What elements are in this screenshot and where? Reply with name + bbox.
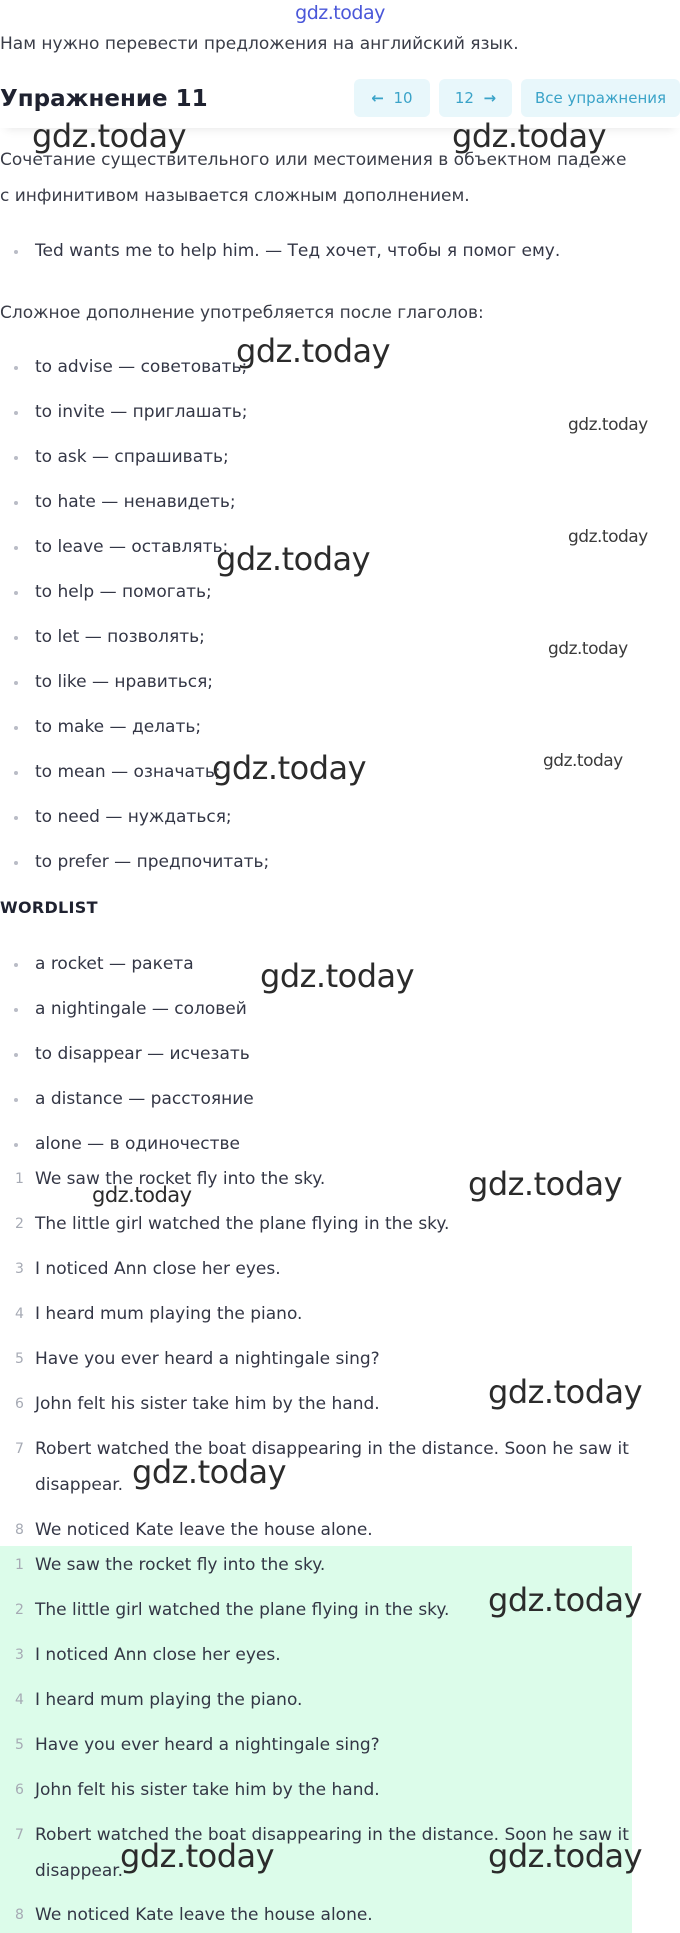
item-number: 7 [15,1827,24,1843]
arrow-right-icon: → [483,89,497,107]
answer-item [0,1897,630,1933]
answer-item [0,1547,630,1583]
bullet [14,456,18,460]
item-text: I noticed Ann close her eyes. [35,1645,281,1665]
item-number: 8 [15,1522,24,1538]
bullet [14,1143,18,1147]
word-text: a distance — расстояние [35,1089,254,1109]
bullet [14,546,18,550]
wordlist-heading: WORDLIST [0,898,98,917]
item-text: Have you ever heard a nightingale sing? [35,1735,380,1755]
item-text: I heard mum playing the piano. [35,1690,303,1710]
bullet [14,963,18,967]
verb-text: to invite — приглашать; [35,402,248,422]
word-text: a rocket — ракета [35,954,194,974]
watermark: gdz.today [488,1581,643,1619]
item-text: John felt his sister take him by the hand. [35,1394,380,1414]
next-exercise-button[interactable] [439,79,512,117]
bullet [14,816,18,820]
task-item [0,1296,630,1332]
watermark: gdz.today [468,1165,623,1203]
item-text: The little girl watched the plane flying in the sky. [35,1600,450,1620]
bullet [14,861,18,865]
arrow-left-icon: ← [371,89,384,107]
watermark: gdz.today [568,415,648,435]
item-number: 2 [15,1602,24,1618]
verb-text: to prefer — предпочитать; [35,852,270,872]
watermark: gdz.today [132,1453,287,1491]
page-title: Упражнение 11 [0,86,208,112]
item-text: I heard mum playing the piano. [35,1304,303,1324]
next-exercise-label: 12 [454,89,474,107]
item-number: 5 [15,1351,24,1367]
bullet [14,1053,18,1057]
bullet [14,1008,18,1012]
answer-item [0,1637,630,1673]
watermark: gdz.today [543,751,623,771]
intro-text: Нам нужно перевести предложения на английский язык. [0,34,519,54]
watermark: gdz.today [92,1183,192,1207]
item-text: Robert watched the boat disappearing in the distance. Soon he saw it disappear. [35,1825,629,1881]
answer-item [0,1772,630,1808]
item-number: 8 [15,1907,24,1923]
verb-text: to need — нуждаться; [35,807,232,827]
verb-text: to mean — означать; [35,762,221,782]
item-text: We saw the rocket fly into the sky. [35,1169,326,1189]
bullet [14,501,18,505]
watermark: gdz.today [568,527,648,547]
item-number: 6 [15,1396,24,1412]
verb-text: to help — помогать; [35,582,212,602]
item-text: Have you ever heard a nightingale sing? [35,1349,380,1369]
answer-item [0,1682,630,1718]
item-number: 3 [15,1647,24,1663]
watermark: gdz.today [488,1373,643,1411]
example-text: Ted wants me to help him. — Тед хочет, чтобы я помог ему. [35,241,561,261]
task-item [0,1341,630,1377]
bullet [14,726,18,730]
item-number: 1 [15,1171,24,1187]
site-logo[interactable]: gdz.today [295,2,385,24]
bullet [14,591,18,595]
watermark: gdz.today [216,540,371,578]
item-text: We saw the rocket fly into the sky. [35,1555,326,1575]
watermark: gdz.today [260,957,415,995]
word-text: to disappear — исчезать [35,1044,250,1064]
definition-paragraph: Сочетание существительного или местоимения в объектном падеже с инфинитивом называется сложным дополнением. [0,150,627,206]
task-item [0,1512,630,1548]
item-number: 6 [15,1782,24,1798]
prev-exercise-button[interactable] [354,79,430,117]
bullet [14,1098,18,1102]
item-number: 3 [15,1261,24,1277]
watermark: gdz.today [32,117,187,155]
item-number: 5 [15,1737,24,1753]
item-text: The little girl watched the plane flying in the sky. [35,1214,450,1234]
watermark: gdz.today [488,1837,643,1875]
bullet [14,681,18,685]
item-number: 2 [15,1216,24,1232]
bullet [14,366,18,370]
bullet [14,636,18,640]
item-text: I noticed Ann close her eyes. [35,1259,281,1279]
item-number: 4 [15,1306,24,1322]
word-text: a nightingale — соловей [35,999,247,1019]
verb-text: to advise — советовать; [35,357,248,377]
verb-text: to like — нравиться; [35,672,214,692]
item-number: 7 [15,1441,24,1457]
item-text: John felt his sister take him by the hand. [35,1780,380,1800]
watermark: gdz.today [236,332,391,370]
watermark: gdz.today [452,117,607,155]
bullet [14,771,18,775]
item-number: 4 [15,1692,24,1708]
watermark: gdz.today [212,749,367,787]
bullet [14,250,18,254]
item-text: We noticed Kate leave the house alone. [35,1905,373,1925]
answer-item [0,1727,630,1763]
watermark: gdz.today [120,1837,275,1875]
task-item [0,1431,630,1503]
verb-text: to hate — ненавидеть; [35,492,236,512]
task-item [0,1251,630,1287]
item-number: 1 [15,1557,24,1573]
item-text: We noticed Kate leave the house alone. [35,1520,373,1540]
verb-text: to ask — спрашивать; [35,447,229,467]
verb-text: to leave — оставлять; [35,537,229,557]
watermark: gdz.today [548,639,628,659]
word-text: alone — в одиночестве [35,1134,240,1154]
verb-text: to make — делать; [35,717,202,737]
verb-text: to let — позволять; [35,627,205,647]
task-item [0,1206,630,1242]
prev-exercise-label: 10 [393,89,413,107]
item-text: Robert watched the boat disappearing in the distance. Soon he saw it disappear. [35,1439,629,1495]
bullet [14,411,18,415]
all-exercises-button[interactable]: Все упражнения [521,79,680,117]
verbs-intro: Сложное дополнение употребляется после глаголов: [0,303,484,323]
